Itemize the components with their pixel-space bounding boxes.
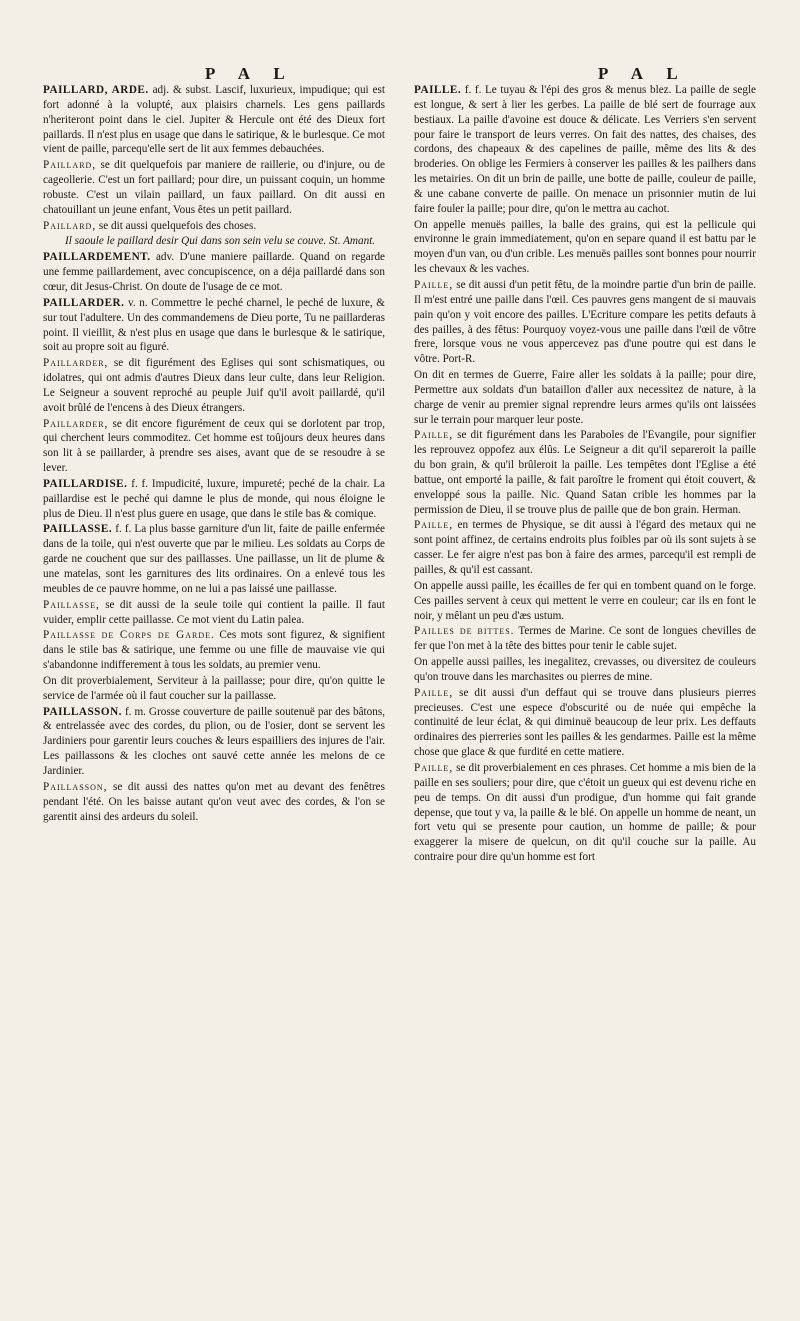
- entry-text: se dit encore figurément de ceux qui se dorlotent par trop, qui cherchent leurs commoditez. Cet homme est toûjours deux heures dans son lit à se paillarder, à prendre ses aises, avant que de se resoudre à se lever.: [43, 417, 386, 475]
- sub-headword: Paillasse,: [43, 598, 100, 611]
- sub-headword: Paillasson,: [43, 780, 108, 793]
- dictionary-entry: [43, 219, 385, 234]
- dictionary-entry: [414, 686, 756, 760]
- sub-headword: Pailles de bittes.: [414, 625, 515, 638]
- entry-text: Ces mots sont figurez, & signifient dans le stile bas & satirique, une femme ou une fille de mauvaise vie qui s'abandonne indifferement à tous les soldats, au premier venu.: [43, 629, 385, 672]
- entry-text: On dit proverbialement, Serviteur à la paillasse; pour dire, qu'on quitte le service de l'armée où il faut coucher sur la paillasse.: [43, 674, 385, 702]
- dictionary-entry: [43, 522, 385, 596]
- dictionary-entry: [43, 234, 385, 249]
- entry-text: se dit quelquefois par maniere de raillerie, ou d'injure, ou de cageollerie. C'est un fort paillard; pour dire, un puissant coquin, un homme robuste. C'est un vilain paillard, un faux paillard. On dit aussi en chatouillant un jeune enfant, Vous êtes un petit paillard.: [43, 159, 386, 216]
- headword: PAILLARDISE.: [43, 477, 128, 490]
- dictionary-entry: [414, 579, 756, 624]
- sub-headword: Paillard,: [43, 219, 97, 232]
- dictionary-entry: [43, 705, 385, 779]
- dictionary-entry: [43, 296, 385, 355]
- entry-text: se dit aussi des nattes qu'on met au devant des fenêtres pendant l'été. On les baisse autant qu'on veut avec des cordes, & l'on se garentit ainsi des ardeurs du soleil.: [43, 780, 385, 823]
- dictionary-entry: [43, 158, 385, 217]
- entry-text: Il saoule le paillard desir Qui dans son sein velu se couve. St. Amant.: [65, 235, 376, 248]
- headword: PAILLARDEMENT.: [43, 251, 151, 264]
- entry-text: v. n. Commettre le peché charnel, le peché de luxure, & sur tout l'adultere. Un des commandemens de Dieu porte, Tu ne paillarderas point. Il vieillit, & n'est plus en usage que dans le burlesque & le satirique, soit au propre soit au figuré.: [43, 296, 385, 354]
- entry-text: adj. & subst. Lascif, luxurieux, impudique; qui est fort adonné à la volupté, aux plaisirs charnels. Les gens paillards n'heriteront point dans le ciel. Jupiter & Hercule ont été des Dieux fort paillards. Il n'est plus en usage que dans le satirique, & le burlesque. Ce mot vient de paille, parcequ'elle sert de lit aux femmes debauchées.: [43, 84, 385, 156]
- dictionary-entry: [414, 624, 756, 654]
- sub-headword: Paille,: [414, 761, 454, 774]
- entry-text: f. m. Grosse couverture de paille soutenuë par des bâtons, & entrelassée avec des cordes, du plion, ou de l'osier, dont se servent les Jardiniers pour garentir leurs couches & leurs espailliers des injures de l'air. Les paillassons & les cloches ont sauvé cette année les melons de ce Jardinier.: [43, 705, 386, 777]
- headword: PAILLE.: [414, 84, 462, 96]
- entry-text: Termes de Marine. Ce sont de longues chevilles de fer que l'on met à la tête des bittes pour tenir le cable sujet.: [414, 625, 756, 653]
- dictionary-entry: [43, 628, 385, 673]
- dictionary-entry: [43, 83, 385, 157]
- headword: PAILLARDER.: [43, 296, 125, 309]
- entry-text: se dit aussi de la seule toile qui contient la paille. Il faut vuider, emplir cette paillasse. Ce mot vient du Latin palea.: [43, 598, 386, 626]
- headword: PAILLARD, ARDE.: [43, 84, 149, 96]
- entry-text: se dit aussi d'un petit fêtu, de la moindre partie d'un brin de paille. Il m'est entré une paille dans l'œil. Ces pauvres gens mangent de si mauvais pain qu'on y voit encore des pailles. L'Ecriture compare les petits defauts à des pailles, à des fêtus: Pourquoy voyez-vous une paille dans l'œil de vôtre frere, lorsque vous ne vous appercevez pas d'une poutre qui est dans le vôtre. Port-R.: [414, 278, 756, 366]
- running-head-right: P A L: [598, 64, 688, 83]
- dictionary-entry: [43, 417, 385, 476]
- entry-text: f. f. Le tuyau & l'épi des gros & menus blez. La paille de segle est longue, & sert à lier les gerbes. La paille de blé sert de fourrage aux bestiaux. La paille d'avoine est douce & délicate. Les Verriers s'en servent pour faire le transport de leurs verres. On fait des nattes, des chaises, des cordons, des chapeaux & des capelines de paille, même des lits & des broderies. On oblige les Fermiers à conserver les pailles & les pailhers dans les metairies. On dit un brin de paille, une botte de paille, couleur de paille, & une cabane converte de paille. On menace un prisonnier mutin de lui faire fouler la paille; pour dire, qu'on le mettra au cachot.: [414, 84, 756, 215]
- entry-text: On appelle menuës pailles, la balle des grains, qui est la pellicule qui environne le grain immediatement, qu'on en separe quand il est battu par le moyen d'un van, ou d'un crible. Les menuës pailles sont bonnes pour nourrir les chevaux & les vaches.: [414, 218, 756, 276]
- sub-headword: Paille,: [414, 278, 454, 291]
- sub-headword: Paillarder,: [43, 417, 109, 430]
- headword: PAILLASSE.: [43, 523, 113, 536]
- entry-text: f. f. Impudicité, luxure, impureté; peché de la chair. La paillardise est le peché qui damne le plus de monde, qui nous éloigne le plus de Dieu. Il n'est plus guere en usage, que dans le stile bas & comique.: [43, 477, 386, 520]
- dictionary-entry: [414, 368, 756, 427]
- entry-text: se dit aussi d'un deffaut qui se trouve dans plusieurs pierres precieuses. C'est une espece d'obscurité ou de nuée qui empêche la continuité de leur éclat, & qui diminuë beaucoup de leur prix. Les deffauts ordinaires des pierreries sont les pailles & les gendarmes. Paille est la même chose que glace & que furdité en cette matiere.: [414, 686, 756, 759]
- sub-headword: Paillasse de Corps de Garde.: [43, 629, 215, 642]
- dictionary-entry: [414, 761, 756, 865]
- right-column: [414, 83, 756, 866]
- dictionary-entry: [43, 780, 385, 825]
- dictionary-entry: [414, 218, 756, 277]
- entry-text: se dit figurément des Eglises qui sont schismatiques, ou idolatres, qui ont admis d'autres Dieux dans leur culte, dans leur Religion. Le Seigneur a souvent reproché au peuple Juif qu'il avoit paillardé, qu'il avoit brûlé de l'encens à des Dieux étrangers.: [43, 357, 385, 414]
- dictionary-entry: [414, 655, 756, 685]
- entry-text: se dit proverbialement en ces phrases. Cet homme a mis bien de la paille en ses souliers; pour dire, que c'étoit un gueux qui est devenu riche en peu de temps. On dit aussi d'un prodigue, d'un homme qui fait grande depense, que tout y va, la paille & le blé. On appelle un homme de neant, un fort vetu qui se presente pour caution, un homme de paille; & pour exaggerer la misere de quelcun, on dit qu'il couche sur la paille. Au contraire pour dire qu'un homme est fort: [414, 761, 757, 864]
- dictionary-entry: [43, 598, 385, 628]
- dictionary-entry: [43, 250, 385, 295]
- dictionary-entry: [43, 356, 385, 415]
- entry-text: adv. D'une maniere paillarde. Quand on regarde une femme paillardement, avec concupiscence, on a déja paillardé dans son cœur, dit Jesus-Christ. On doute de l'usage de ce mot.: [43, 251, 386, 293]
- sub-headword: Paille,: [414, 519, 454, 532]
- sub-headword: Paille,: [414, 686, 454, 699]
- headword: PAILLASSON.: [43, 705, 122, 718]
- entry-text: se dit aussi quelquefois des choses.: [98, 219, 257, 232]
- left-column: [43, 83, 385, 825]
- dictionary-entry: [43, 477, 385, 522]
- sub-headword: Paille,: [414, 429, 454, 442]
- dictionary-entry: [414, 278, 756, 367]
- entry-text: On dit en termes de Guerre, Faire aller les soldats à la paille; pour dire, Permettre aux soldats d'un bataillon d'aller aux necessitez de nature, à la charge de venir au premier signal reprendre leurs armes qu'ils ont laissées sur le terrain pour marquer leur poste.: [414, 369, 756, 426]
- entry-text: On appelle aussi paille, les écailles de fer qui en tombent quand on le forge. Ces pailles servent à ceux qui mettent le verre en couleur; car ils en font le noir, y mêlant un peu d'æs ustum.: [414, 579, 756, 622]
- sub-headword: Paillard,: [43, 159, 97, 172]
- dictionary-entry: [43, 674, 385, 704]
- entry-text: en termes de Physique, se dit aussi à l'égard des metaux qui ne sont point affinez, de certains endroits plus foibles par où ils sont sujets à se casser. Le fer aigre n'est pas bon à faire des armes, parcequ'il est rempli de pailles, & qu'il est cassant.: [414, 519, 756, 576]
- dictionary-entry: [414, 428, 756, 517]
- sub-headword: Paillarder,: [43, 357, 109, 370]
- running-head-left: P A L: [205, 64, 295, 83]
- entry-text: On appelle aussi pailles, les inegalitez, crevasses, ou diversitez de couleurs qu'on trouve dans les marchasites ou pierres de mine.: [414, 656, 756, 683]
- entry-text: se dit figurément dans les Paraboles de l'Evangile, pour signifier les reprouvez oppofez aux élûs. Le Seigneur a dit qu'il separeroit la paille du bon grain, & qu'il brûleroit la paille. Les tempêtes dont l'Eglise a été battue, ont emporté la paille, & fait paroître le froment qui étoit couvert, & enveloppé sous la paille. Nic. Quand Satan crible les hommes par la permission de Dieu, il se trouve plus de paille que de bon grain. Herman.: [414, 429, 757, 516]
- entry-text: f. f. La plus basse garniture d'un lit, faite de paille enfermée dans de la toile, qui n'est ouverte que par le milieu. Les soldats au Corps de garde ne couchent que sur des paillasses. Une paillasse, un lit de plume & une matelas, sont les garnitures des lits ordinaires. On a enlevé tous les meubles de ce pauvre homme, on ne lui a pas laissé une paillasse.: [43, 523, 385, 595]
- dictionary-entry: [414, 83, 756, 217]
- dictionary-entry: [414, 518, 756, 577]
